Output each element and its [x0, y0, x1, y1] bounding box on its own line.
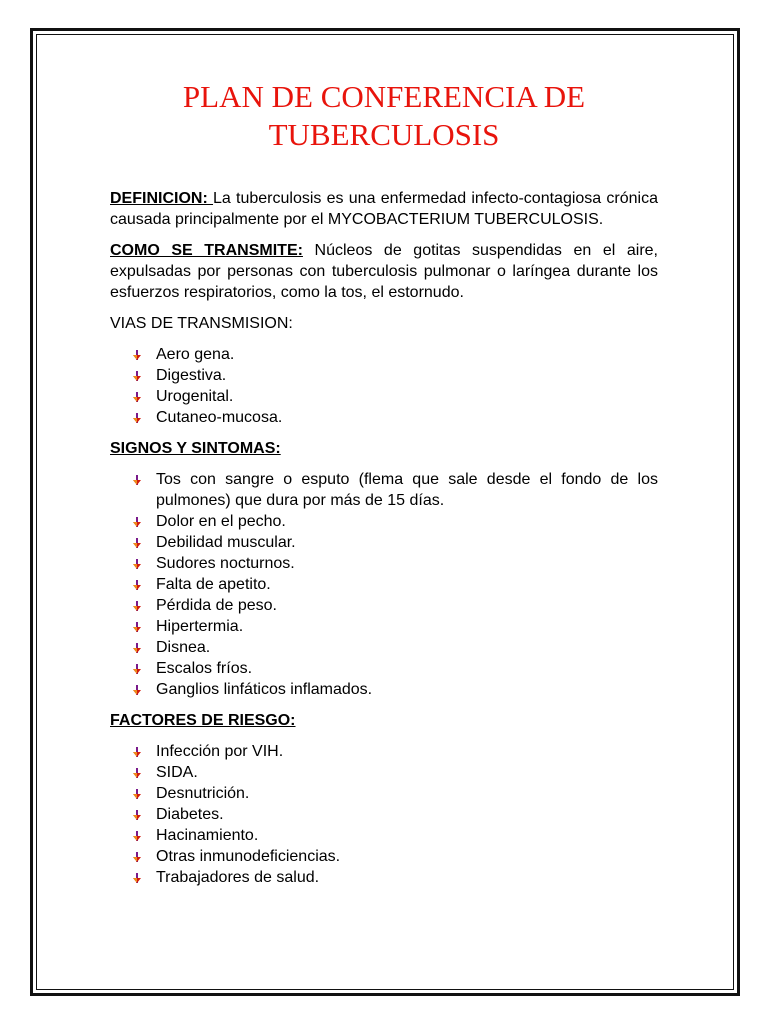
- list-item-text: Hacinamiento.: [156, 827, 259, 844]
- factores-heading: FACTORES DE RIESGO:: [110, 712, 296, 729]
- arrow-bullet-icon: [132, 643, 142, 653]
- arrow-bullet-icon: [132, 810, 142, 820]
- signos-list: [110, 469, 658, 700]
- arrow-bullet-icon: [132, 517, 142, 527]
- list-item: [156, 637, 658, 658]
- list-item: [156, 762, 658, 783]
- transmite-heading: COMO SE TRANSMITE:: [110, 242, 303, 259]
- definicion-paragraph: [110, 188, 658, 230]
- list-item: [156, 553, 658, 574]
- list-item: [156, 469, 658, 511]
- list-item: [156, 783, 658, 804]
- list-item-text: Tos con sangre o esputo (flema que sale desde el fondo de los pulmones) que dura por más de 15 días.: [156, 471, 658, 509]
- list-item-text: Hipertermia.: [156, 618, 244, 635]
- definicion-heading: DEFINICION:: [110, 190, 214, 207]
- factores-list: [110, 741, 658, 888]
- list-item-text: Debilidad muscular.: [156, 534, 296, 551]
- definicion-text: La tuberculosis es una enfermedad infecto-contagiosa crónica causada principalmente por el MYCOBACTERIUM TUBERCULOSIS.: [110, 190, 659, 228]
- arrow-bullet-icon: [132, 392, 142, 402]
- list-item-text: Pérdida de peso.: [156, 597, 277, 614]
- arrow-bullet-icon: [132, 475, 142, 485]
- list-item-text: Urogenital.: [156, 388, 234, 405]
- list-item: [156, 574, 658, 595]
- document-title: PLAN DE CONFERENCIA DE TUBERCULOSIS: [182, 79, 586, 152]
- list-item: [156, 846, 658, 867]
- vias-list: [110, 344, 658, 428]
- list-item: [156, 511, 658, 532]
- arrow-bullet-icon: [132, 768, 142, 778]
- signos-heading: SIGNOS Y SINTOMAS:: [110, 440, 281, 457]
- list-item-text: SIDA.: [156, 764, 198, 781]
- arrow-bullet-icon: [132, 413, 142, 423]
- signos-heading-line: [110, 438, 658, 459]
- arrow-bullet-icon: [132, 789, 142, 799]
- arrow-bullet-icon: [132, 580, 142, 590]
- list-item-text: Aero gena.: [156, 346, 235, 363]
- arrow-bullet-icon: [132, 664, 142, 674]
- list-item-text: Infección por VIH.: [156, 743, 284, 760]
- list-item-text: Trabajadores de salud.: [156, 869, 320, 886]
- arrow-bullet-icon: [132, 538, 142, 548]
- list-item-text: Escalos fríos.: [156, 660, 253, 677]
- transmite-text: Núcleos de gotitas suspendidas en el aire, expulsadas por personas con tuberculosis pulmonar o laríngea durante los esfuerzos respiratorios, como la tos, el estornudo.: [110, 242, 659, 301]
- list-item: [156, 365, 658, 386]
- arrow-bullet-icon: [132, 685, 142, 695]
- list-item-text: Otras inmunodeficiencias.: [156, 848, 341, 865]
- list-item: [156, 532, 658, 553]
- list-item: [156, 407, 658, 428]
- arrow-bullet-icon: [132, 622, 142, 632]
- arrow-bullet-icon: [132, 747, 142, 757]
- arrow-bullet-icon: [132, 559, 142, 569]
- list-item-text: Cutaneo-mucosa.: [156, 409, 283, 426]
- arrow-bullet-icon: [132, 852, 142, 862]
- arrow-bullet-icon: [132, 873, 142, 883]
- arrow-bullet-icon: [132, 831, 142, 841]
- arrow-bullet-icon: [132, 350, 142, 360]
- list-item: [156, 344, 658, 365]
- list-item: [156, 867, 658, 888]
- list-item: [156, 386, 658, 407]
- list-item-text: Falta de apetito.: [156, 576, 271, 593]
- list-item: [156, 825, 658, 846]
- factores-heading-line: [110, 710, 658, 731]
- list-item-text: Desnutrición.: [156, 785, 250, 802]
- list-item-text: Digestiva.: [156, 367, 227, 384]
- list-item: [156, 741, 658, 762]
- list-item: [156, 804, 658, 825]
- list-item: [156, 679, 658, 700]
- list-item: [156, 616, 658, 637]
- list-item-text: Dolor en el pecho.: [156, 513, 286, 530]
- vias-heading: VIAS DE TRANSMISION:: [110, 315, 293, 332]
- list-item-text: Disnea.: [156, 639, 211, 656]
- list-item-text: Ganglios linfáticos inflamados.: [156, 681, 373, 698]
- document-body: [110, 78, 658, 898]
- list-item: [156, 658, 658, 679]
- list-item-text: Diabetes.: [156, 806, 224, 823]
- list-item-text: Sudores nocturnos.: [156, 555, 295, 572]
- arrow-bullet-icon: [132, 601, 142, 611]
- arrow-bullet-icon: [132, 371, 142, 381]
- list-item: [156, 595, 658, 616]
- transmite-paragraph: [110, 240, 658, 303]
